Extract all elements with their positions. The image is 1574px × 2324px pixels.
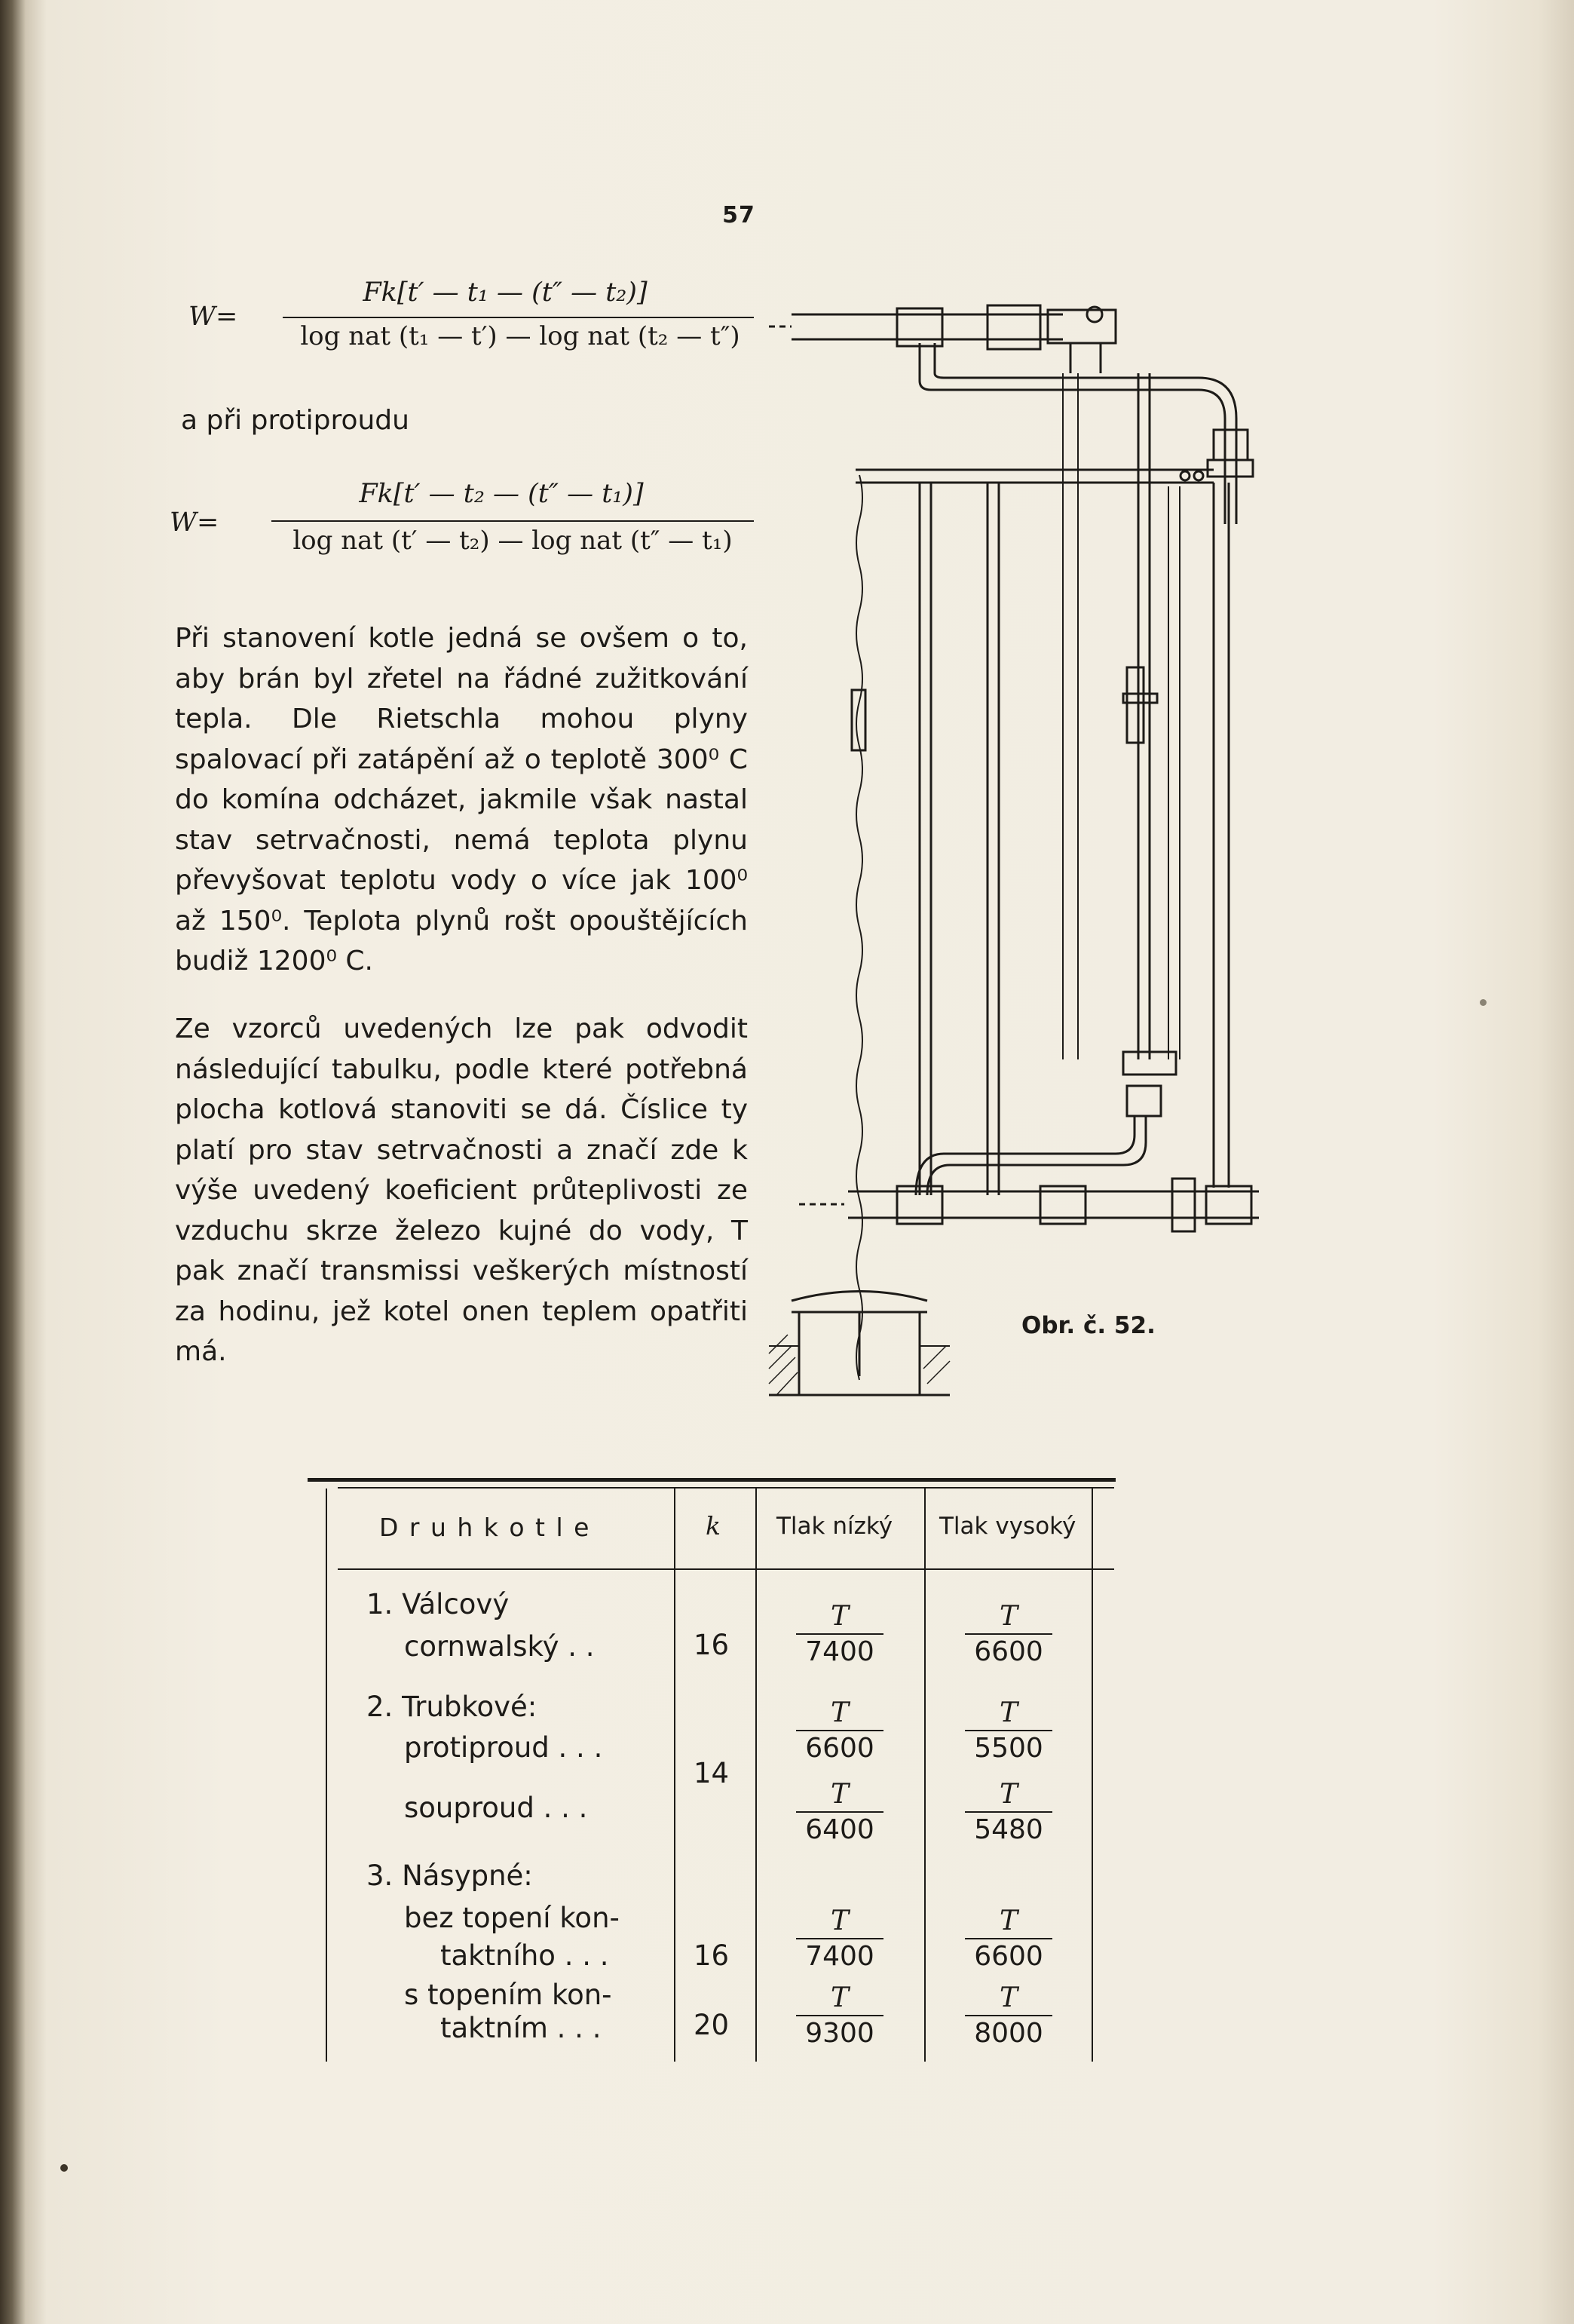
formula-lhs: W= <box>170 507 219 538</box>
formula-fraction-bar <box>283 317 754 318</box>
group-3-row-b-nizky: $\frac{T}{9300}$ <box>796 1982 883 2050</box>
header-druh-kotle: D r u h k o t l e <box>379 1513 591 1542</box>
group-3-row-a-label-2: taktního . . . <box>440 1939 609 1972</box>
formula-lhs: W= <box>188 302 238 332</box>
group-1-title: 1. Válcový <box>366 1588 510 1620</box>
header-tlak-vysoky: Tlak vysoký <box>939 1513 1076 1540</box>
header-k: k <box>706 1511 721 1541</box>
heating-system-diagram <box>746 298 1274 1452</box>
group-3-row-a-label-1: bez topení kon- <box>404 1902 620 1934</box>
paragraph-table-intro: Ze vzorců uvedených lze pak odvodit následující tabulku, podle které potřebná plocha kotlová stanoviti se dá. Číslice ty platí pro stav setrvačnosti a značí zde k výše uvedený koeficient průteplivosti ze vzduchu skrze železo kujné do vody, T pak značí transmissi veškerých místností za hodinu, jež kotel onen teplem opatřiti má. <box>175 1013 748 1367</box>
group-3-row-a-k: 16 <box>694 1939 730 1972</box>
group-3-row-b-k: 20 <box>694 2009 730 2041</box>
group-2-row-a-vysoky: $\frac{T}{5500}$ <box>965 1697 1052 1764</box>
formula-souproud <box>188 277 761 360</box>
group-1-item: cornwalský . . <box>404 1630 595 1663</box>
group-3-row-a-nizky: $\frac{T}{7400}$ <box>796 1905 883 1973</box>
group-3-row-b-vysoky: $\frac{T}{8000}$ <box>965 1982 1052 2050</box>
page-number: 57 <box>722 202 755 228</box>
group-3-row-a-vysoky: $\frac{T}{6600}$ <box>965 1905 1052 1973</box>
table-top-rule <box>308 1478 1116 1482</box>
paper-speck <box>60 2164 68 2172</box>
boiler-table <box>308 1478 1116 2066</box>
group-2-k: 14 <box>694 1757 730 1789</box>
top-pipe <box>769 305 1116 373</box>
paper-speck <box>1480 999 1487 1006</box>
header-tlak-nizky: Tlak nízký <box>776 1513 893 1540</box>
figure-caption: Obr. č. 52. <box>1021 1312 1156 1339</box>
formula-fraction-bar <box>271 520 754 522</box>
gauge-glass <box>1127 667 1144 743</box>
group-2-row-a-label: protiproud . . . <box>404 1731 603 1764</box>
formula-numerator: Fk[t′ — t₁ — (t″ — t₂)] <box>363 277 648 308</box>
group-2-row-b-label: souproud . . . <box>404 1792 588 1824</box>
group-3-row-b-label-1: s topením kon- <box>404 1979 612 2011</box>
group-2-row-a-nizky: $\frac{T}{6600}$ <box>796 1697 883 1764</box>
paragraph-boiler-selection: Při stanovení kotle jedná se ovšem o to, aby brán byl zřetel na řádné zužitkování tepla. Dle Rietschla mohou plyny spalovací při zatápění až o teplotě 300⁰ C do komína odcházet, jakmile však nastal stav setrvačnosti, nemá teplota plynu převyšovat teplotu vody o více jak 100⁰ až 150⁰. Teplota plynů rošt opouštějících budiž 1200⁰ C. <box>175 623 748 977</box>
upper-cross-pipe <box>856 470 1214 483</box>
bottom-pipe <box>799 1179 1259 1231</box>
table-header-rule <box>338 1568 1114 1570</box>
formula-denominator: log nat (t′ — t₂) — log nat (t″ — t₁) <box>292 526 733 556</box>
vertical-risers <box>920 373 1229 1195</box>
group-3-title: 3. Násypné: <box>366 1860 533 1892</box>
group-3-row-b-label-2: taktním . . . <box>440 2012 602 2044</box>
group-1-nizky: $\frac{T}{7400}$ <box>796 1600 883 1668</box>
formula-protiproud <box>170 479 758 562</box>
group-1-vysoky: $\frac{T}{6600}$ <box>965 1600 1052 1668</box>
group-2-row-b-vysoky: $\frac{T}{5480}$ <box>965 1778 1052 1846</box>
group-2-title: 2. Trubkové: <box>366 1691 537 1723</box>
intro-text: a při protiproudu <box>181 405 409 436</box>
formula-numerator: Fk[t′ — t₂ — (t″ — t₁)] <box>359 479 644 509</box>
group-1-k: 16 <box>694 1629 730 1661</box>
hanging-chain <box>856 475 862 1380</box>
table-top-rule-thin <box>338 1487 1114 1489</box>
group-2-row-b-nizky: $\frac{T}{6400}$ <box>796 1778 883 1846</box>
formula-denominator: log nat (t₁ — t′) — log nat (t₂ — t″) <box>300 321 740 351</box>
